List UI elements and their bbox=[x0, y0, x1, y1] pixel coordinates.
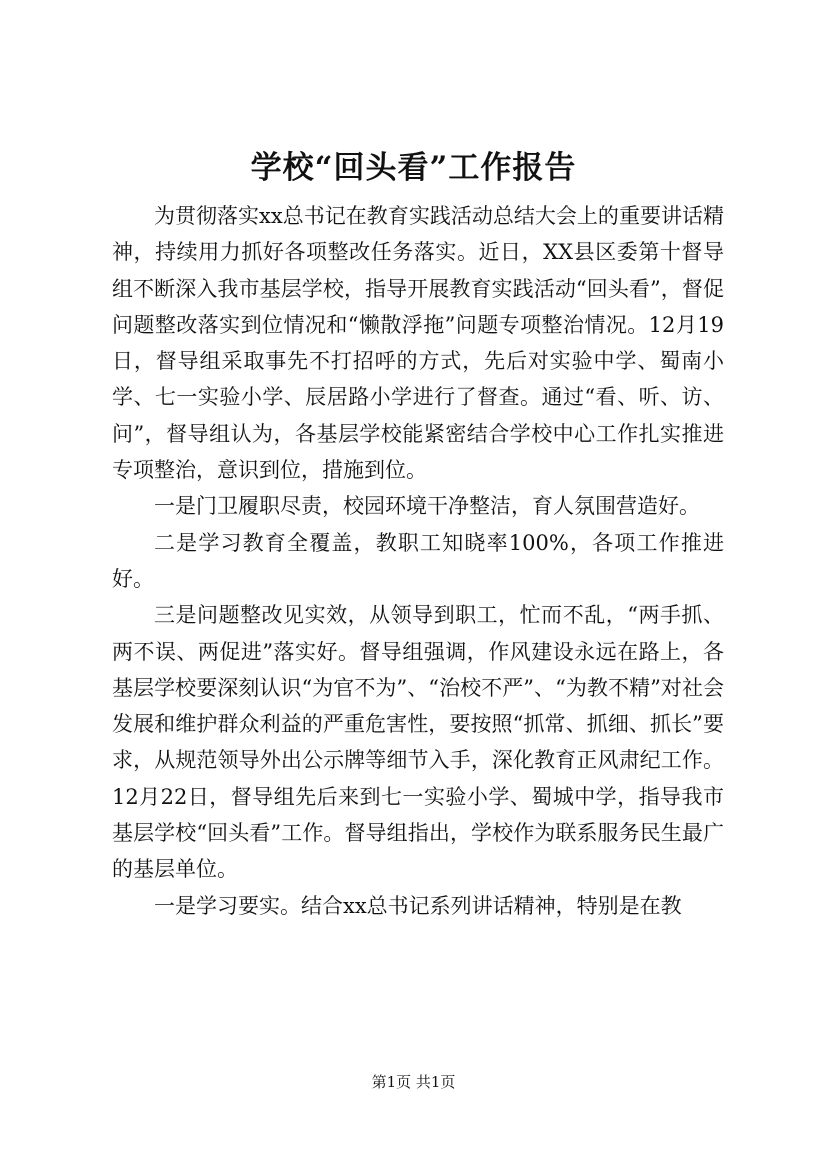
paragraph-point-2: 二是学习教育全覆盖，教职工知晓率100%，各项工作推进好。 bbox=[112, 530, 724, 591]
paragraph-point-1: 一是门卫履职尽责，校园环境干净整洁，育人氛围营造好。 bbox=[154, 494, 700, 519]
paragraph-study: 一是学习要实。结合xx总书记系列讲话精神，特别是在教 bbox=[154, 893, 682, 918]
paragraph-intro: 为贯彻落实xx总书记在教育实践活动总结大会上的重要讲话精神，持续用力抓好各项整改任务落实。近日，XX县区委第十督导组不断深入我市基层学校，指导开展教育实践活动“回头看”，督促问题整改落实到位情况和“懒散浮拖”问题专项整治情况。12月19日，督导组采取事先不打招呼的方式，先后对实验中学、蜀南小学、七一实验小学、辰居路小学进行了督查。通过“看、听、访、问”，督导组认为，各基层学校能紧密结合学校中心工作扎实推进专项整治，意识到位，措施到位。 bbox=[112, 204, 724, 483]
document-title: 学校“回头看”工作报告 bbox=[250, 150, 577, 186]
page-number-footer: 第1页 共1页 bbox=[371, 1073, 456, 1091]
document-body bbox=[112, 198, 724, 924]
paragraph-point-3: 三是问题整改见实效，从领导到职工，忙而不乱，“两手抓、两不误、两促进”落实好。督导组强调，作风建设永远在路上，各基层学校要深刻认识“为官不为”、“治校不严”、“为教不精”对社会发展和维护群众利益的严重危害性，要按照“抓常、抓细、抓长”要求，从规范领导外出公示牌等细节入手，深化教育正风肃纪工作。12月22日，督导组先后来到七一实验小学、蜀城中学，指导我市基层学校“回头看”工作。督导组指出，学校作为联系服务民生最广的基层单位。 bbox=[112, 603, 724, 882]
